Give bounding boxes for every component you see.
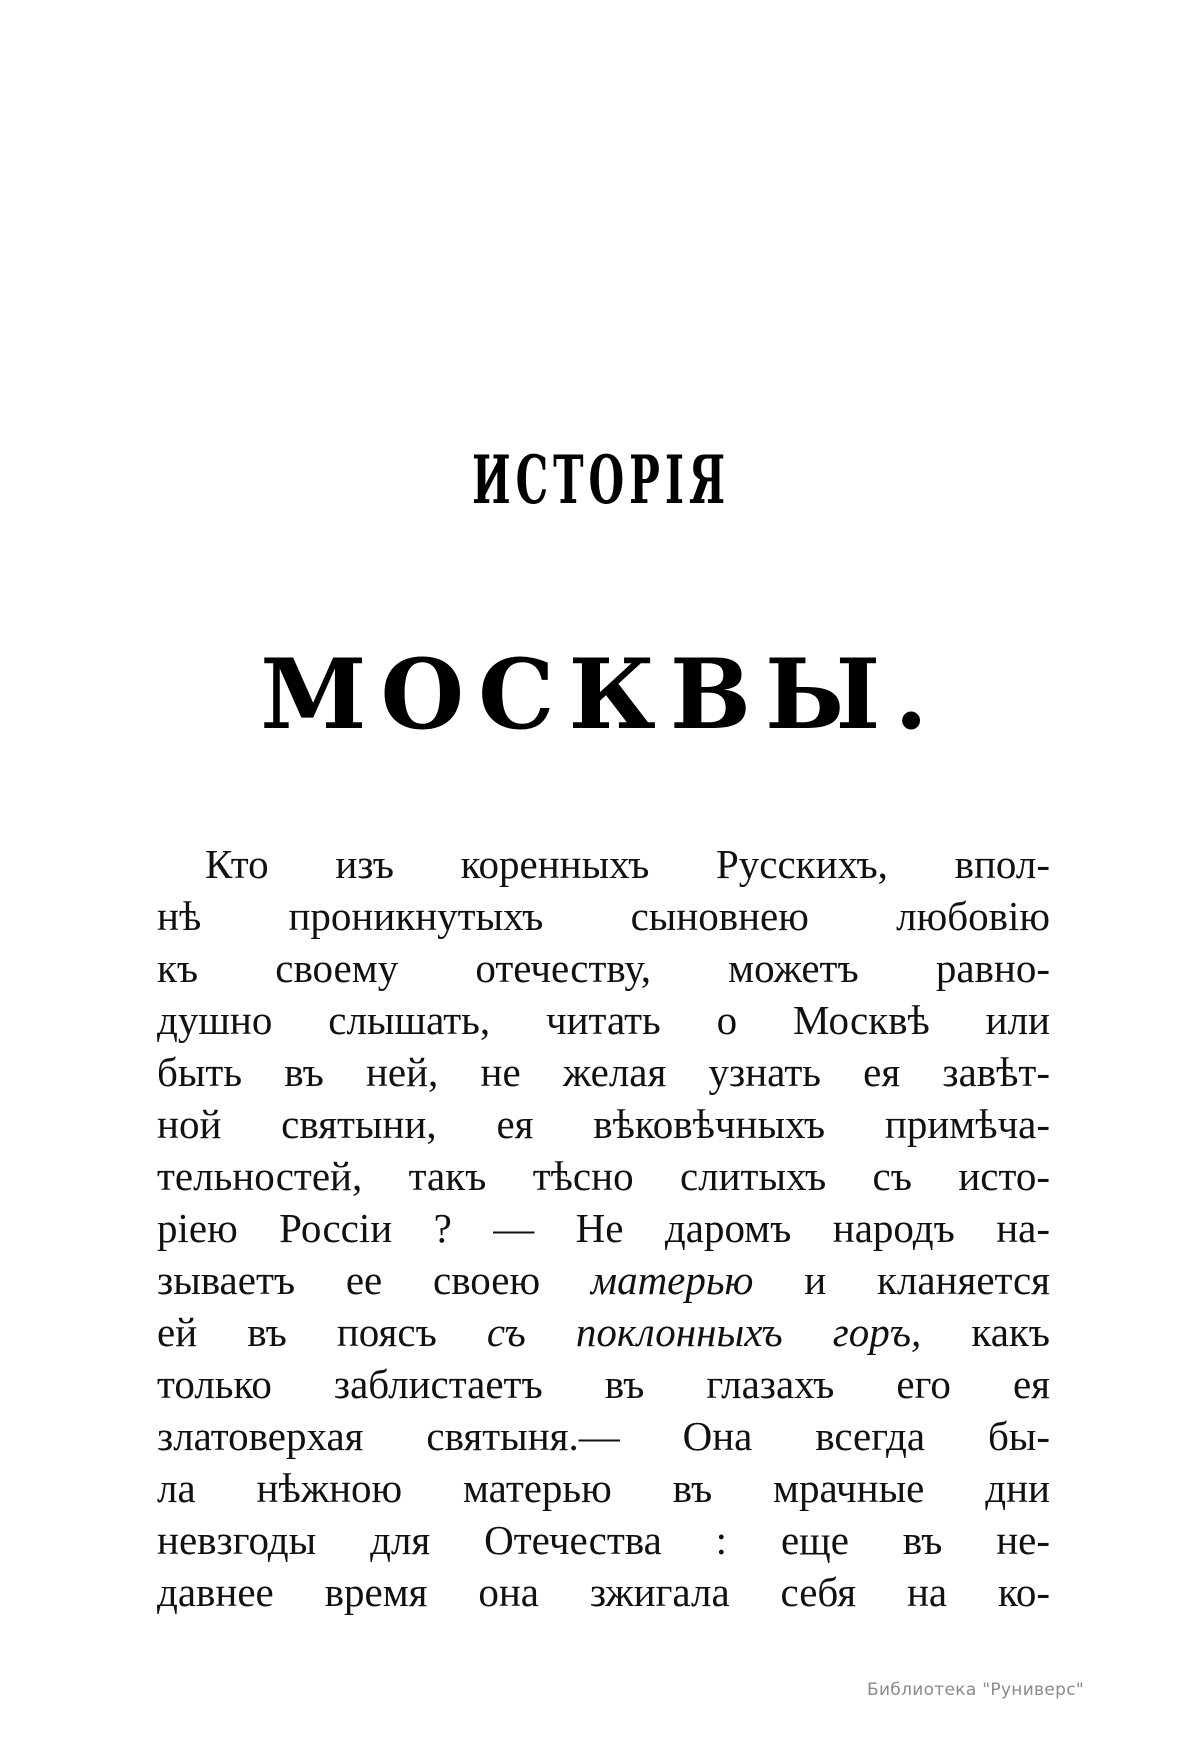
text-line: душно слышать, читать о Москвѣ или bbox=[157, 997, 1050, 1043]
text-segment: какъ bbox=[971, 1309, 1051, 1355]
text-segment: ей въ поясъ bbox=[157, 1309, 437, 1355]
text-line: ріею Россіи ? — Не даромъ народъ на- bbox=[157, 1205, 1050, 1251]
text-line: ной святыни, ея вѣковѣчныхъ примѣча- bbox=[157, 1101, 1050, 1147]
text-line-mixed bbox=[157, 1306, 1050, 1358]
text-line: къ своему отечеству, можетъ равно- bbox=[157, 945, 1050, 991]
text-line: только заблистаетъ въ глазахъ его ея bbox=[157, 1361, 1050, 1407]
text-line: давнее время она зжигала себя на ко- bbox=[157, 1569, 1050, 1615]
italic-segment: съ поклонныхъ горъ, bbox=[486, 1309, 922, 1355]
text-line: нѣ проникнутыхъ сыновнею любовію bbox=[157, 893, 1050, 939]
text-line: ла нѣжною матерью въ мрачные дни bbox=[157, 1465, 1050, 1511]
text-line: быть въ ней, не желая узнать ея завѣт- bbox=[157, 1049, 1050, 1095]
italic-segment: матерью bbox=[590, 1257, 754, 1303]
text-segment: зываетъ ее своею bbox=[157, 1257, 541, 1303]
text-line: златоверхая святыня.— Она всегда бы- bbox=[157, 1413, 1050, 1459]
text-line-mixed bbox=[157, 1254, 1050, 1306]
text-line: Кто изъ коренныхъ Русскихъ, впол- bbox=[205, 841, 1050, 887]
text-line: невзгоды для Отечества : еще въ не- bbox=[157, 1517, 1050, 1563]
text-line: тельностей, такъ тѣсно слитыхъ съ исто- bbox=[157, 1153, 1050, 1199]
text-segment: и кланяется bbox=[804, 1257, 1050, 1303]
title-history: ИСТОРІЯ bbox=[471, 441, 731, 519]
library-watermark: Библиотека "Руниверс" bbox=[867, 1680, 1084, 1700]
title-moscow: МОСКВЫ. bbox=[260, 638, 942, 751]
body-paragraph bbox=[157, 838, 1050, 1618]
